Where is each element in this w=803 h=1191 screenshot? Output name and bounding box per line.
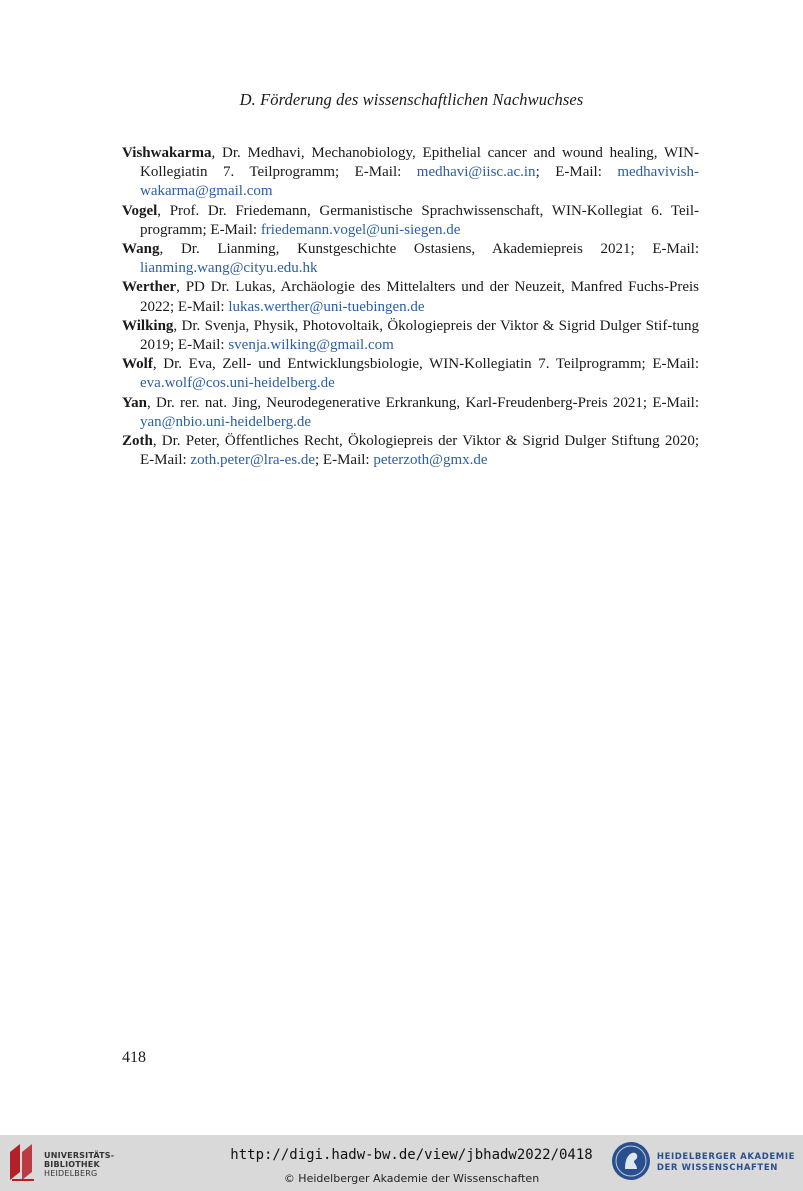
footer-bar: [0, 1135, 803, 1191]
entry-separator: ; E-Mail:: [315, 452, 374, 469]
email-link[interactable]: medhavivish-wakarma@gmail.com: [140, 164, 699, 200]
email-link[interactable]: eva.wolf@cos.uni-heidelberg.de: [140, 375, 335, 392]
entry-text: , Dr. Svenja, Physik, Photovoltaik, Ökologiepreis der Viktor & Sigrid Dulger Stif-tung 2019; E-Mail:: [140, 317, 699, 354]
email-link[interactable]: lianming.wang@cityu.edu.hk: [140, 260, 318, 277]
entry-text: , Prof. Dr. Friedemann, Germanistische Sprachwissenschaft, WIN-Kollegiat 6. Teil-programm; E-Mail:: [140, 202, 699, 238]
entry-text: , Dr. Lianming, Kunstgeschichte Ostasiens, Akademiepreis 2021; E-Mail:: [159, 241, 699, 258]
email-link[interactable]: zoth.peter@lra-es.de: [190, 452, 315, 469]
list-item: [122, 355, 699, 393]
entry-list: [122, 144, 699, 470]
email-link[interactable]: medhavi@iisc.ac.in: [416, 164, 536, 181]
running-head: D. Förderung des wissenschaftlichen Nachwuchses: [239, 90, 584, 109]
academy-line-1: HEIDELBERGER AKADEMIE: [656, 1152, 795, 1162]
page-number: 418: [122, 1049, 146, 1066]
list-item: [122, 278, 699, 316]
entry-text: , Dr. rer. nat. Jing, Neurodegenerative Erkrankung, Karl-Freudenberg-Preis 2021; E-Mail:: [147, 394, 699, 411]
entry-name: Vogel: [122, 202, 158, 219]
ub-line-2: BIBLIOTHEK: [44, 1159, 100, 1169]
entry-separator: ; E-Mail:: [535, 164, 618, 181]
ub-line-3: HEIDELBERG: [44, 1168, 98, 1178]
list-item: [122, 394, 699, 432]
entry-text: , PD Dr. Lukas, Archäologie des Mittelalters und der Neuzeit, Manfred Fuchs-Preis 2022; E-Mail:: [140, 279, 699, 315]
email-link[interactable]: friedemann.vogel@uni-siegen.de: [260, 221, 461, 238]
permalink-url[interactable]: http://digi.hadw-bw.de/view/jbhadw2022/0418: [230, 1147, 593, 1163]
entry-name: Zoth: [122, 433, 153, 450]
entry-name: Wolf: [122, 356, 153, 373]
list-item: [122, 202, 699, 240]
academy-logo[interactable]: [611, 1141, 795, 1185]
entry-name: Vishwakarma: [122, 145, 212, 161]
list-item: [122, 317, 699, 355]
academy-line-2: DER WISSENSCHAFTEN: [656, 1163, 778, 1173]
email-link[interactable]: yan@nbio.uni-heidelberg.de: [140, 413, 311, 430]
list-item: [122, 144, 699, 202]
list-item: [122, 240, 699, 278]
email-link[interactable]: peterzoth@gmx.de: [373, 452, 488, 469]
email-link[interactable]: lukas.werther@uni-tuebingen.de: [228, 298, 425, 315]
list-item: [122, 432, 699, 470]
entry-name: Werther: [122, 279, 177, 296]
ub-line-1: UNIVERSITÄTS-: [44, 1150, 115, 1160]
entry-name: Wang: [122, 241, 160, 258]
email-link[interactable]: svenja.wilking@gmail.com: [228, 337, 394, 354]
entry-name: Wilking: [122, 317, 174, 334]
entry-name: Yan: [122, 394, 148, 411]
entry-text: , Dr. Medhavi, Mechanobiology, Epithelial cancer and wound healing, WIN-Kollegiatin 7. Teilprogramm; E-Mail:: [140, 145, 699, 181]
academy-seal-icon: [611, 1141, 651, 1185]
entry-text: , Dr. Eva, Zell- und Entwicklungsbiologie, WIN-Kollegiatin 7. Teilprogramm; E-Mail:: [152, 356, 699, 373]
copyright-notice: © Heidelberger Akademie der Wissenschaften: [283, 1172, 540, 1185]
entry-text: , Dr. Peter, Öffentliches Recht, Ökologiepreis der Viktor & Sigrid Dulger Stiftung 2020; E-Mail:: [140, 433, 699, 469]
